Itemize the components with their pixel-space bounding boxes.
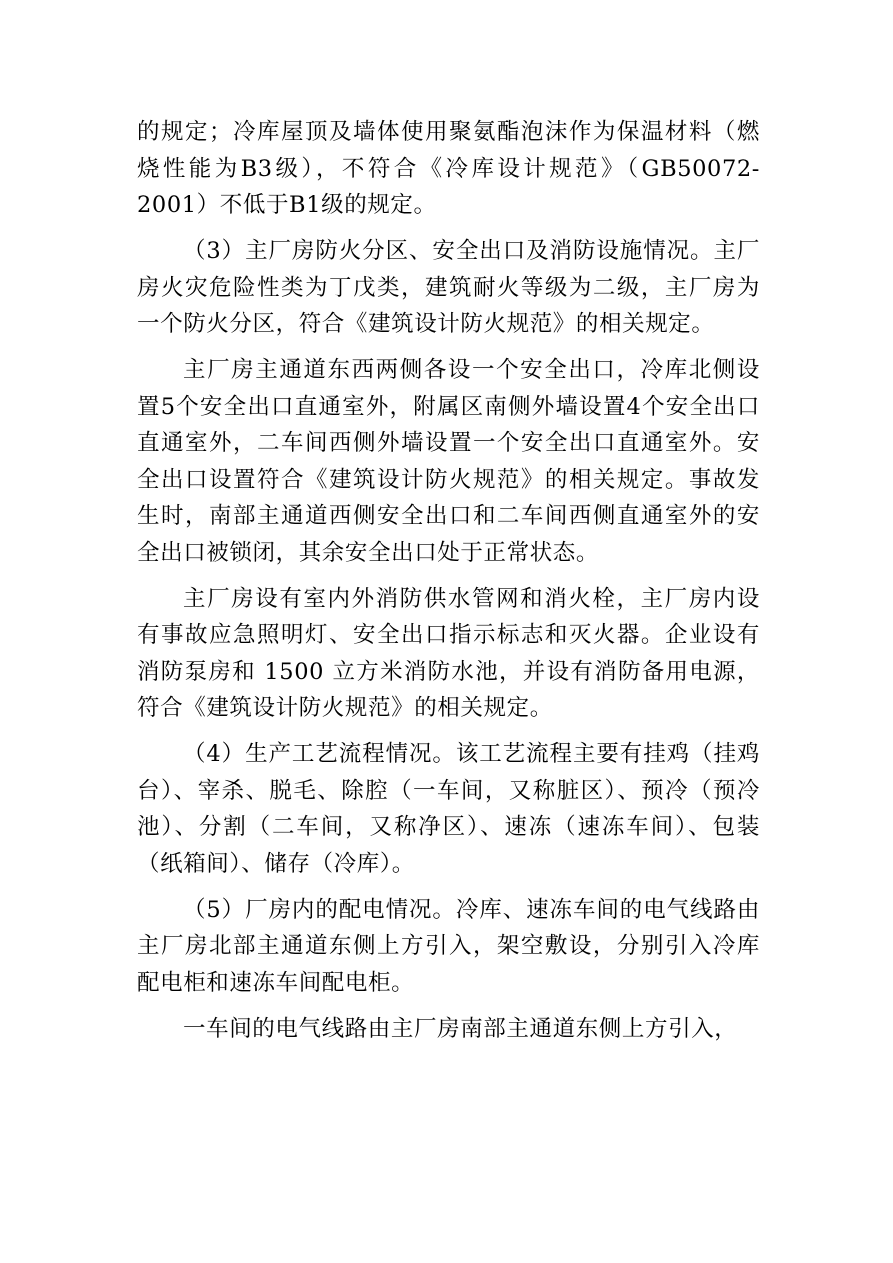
paragraph-power-distribution: （5）厂房内的配电情况。冷库、速冻车间的电气线路由主厂房北部主通道东侧上方引入，架空敷设，分别引入冷库配电柜和速冻车间配电柜。 — [137, 896, 760, 996]
paragraph-cold-storage-insulation: 的规定；冷库屋顶及墙体使用聚氨酯泡沫作为保温材料（燃烧性能为B3级），不符合《冷库设计规范》（GB50072-2001）不低于B1级的规定。 — [137, 119, 760, 218]
paragraph-fire-zones: （3）主厂房防火分区、安全出口及消防设施情况。主厂房火灾危险性类为丁戊类，建筑耐火等级为二级，主厂房为一个防火分区，符合《建筑设计防火规范》的相关规定。 — [137, 238, 760, 337]
document-page — [137, 114, 760, 1047]
paragraph-workshop-wiring: 一车间的电气线路由主厂房南部主通道东侧上方引入， — [183, 1015, 738, 1042]
paragraph-fire-facilities: 主厂房设有室内外消防供水管网和消火栓，主厂房内设有事故应急照明灯、安全出口指示标志和灭火器。企业设有消防泵房和 1500 立方米消防水池，并设有消防备用电源，符合《建筑设计防火规范》的相关规定。 — [137, 585, 760, 721]
paragraph-safety-exits: 主厂房主通道东西两侧各设一个安全出口，冷库北侧设置5个安全出口直通室外，附属区南侧外墙设置4个安全出口直通室外，二车间西侧外墙设置一个安全出口直通室外。安全出口设置符合《建筑设计防火规范》的相关规定。事故发生时，南部主通道西侧安全出口和二车间西侧直通室外的安全出口被锁闭，其余安全出口处于正常状态。 — [137, 357, 760, 566]
paragraph-process-flow: （4）生产工艺流程情况。该工艺流程主要有挂鸡（挂鸡台）、宰杀、脱毛、除腔（一车间，又称脏区）、预冷（预冷池）、分割（二车间，又称净区）、速冻（速冻车间）、包装（纸箱间）、储存（冷库）。 — [137, 741, 760, 877]
